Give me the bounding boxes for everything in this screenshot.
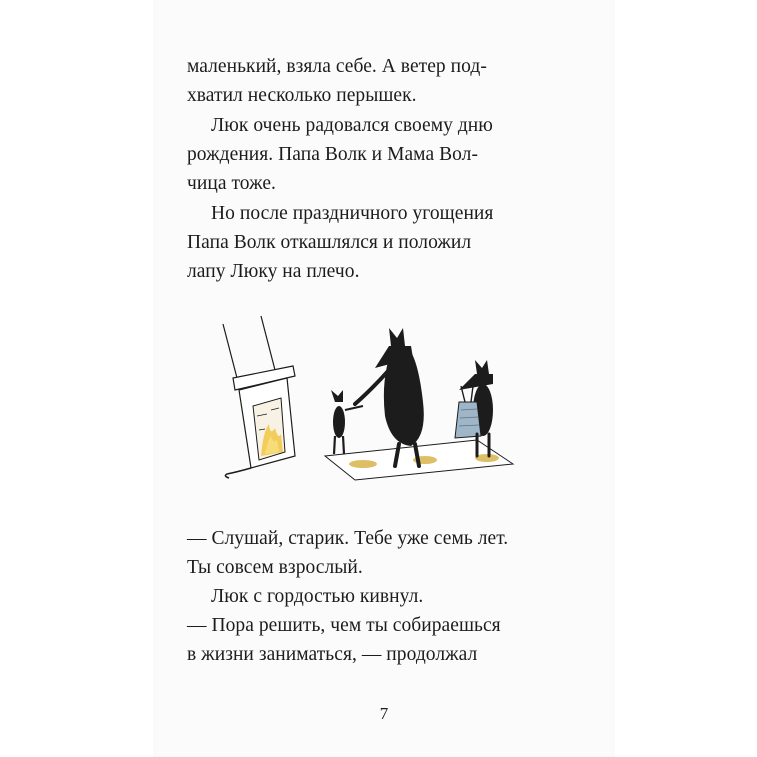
page-number: 7 xyxy=(379,704,389,723)
text-line: хватил несколько перышек. xyxy=(187,85,417,106)
text-line: маленький, взяла себе. А ветер под- xyxy=(187,56,487,77)
text-line: лапу Люку на плечо. xyxy=(187,261,360,282)
text-line: Но после праздничного угощения xyxy=(211,203,494,224)
text-line: чица тоже. xyxy=(187,173,276,194)
text-line: в жизни заниматься, — продолжал xyxy=(187,644,478,665)
text-line: Люк с гордостью кивнул. xyxy=(211,586,424,607)
text-line: — Пора решить, чем ты собираешься xyxy=(187,615,501,636)
text-line: Ты совсем взрослый. xyxy=(187,557,363,578)
text-line: — Слушай, старик. Тебе уже семь лет. xyxy=(187,528,509,549)
text-line: Люк очень радовался своему дню xyxy=(211,115,493,136)
text-line: Папа Волк откашлялся и положил xyxy=(187,232,472,253)
text-line: рождения. Папа Волк и Мама Вол- xyxy=(187,144,478,165)
book-page xyxy=(155,0,613,757)
wolf-family-illustration xyxy=(215,306,555,492)
